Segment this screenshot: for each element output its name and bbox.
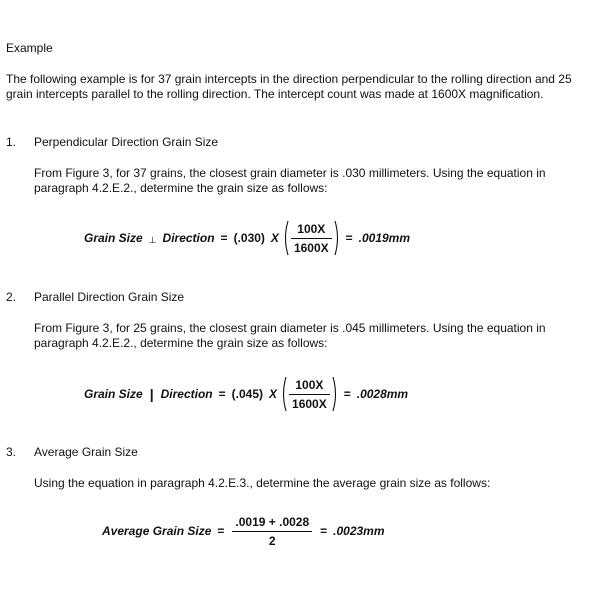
eq2-denominator: 1600X xyxy=(292,396,327,411)
eq1-parenthesized-fraction xyxy=(283,220,340,256)
eq2-parenthesized-fraction xyxy=(281,376,338,412)
parallel-symbol-icon: | xyxy=(149,386,154,402)
eq3-result: .0023mm xyxy=(333,524,385,538)
section-2-body: From Figure 3, for 25 grains, the closest grain diameter is .045 millimeters. Using the equation in paragraph 4.2.E.2., determine the grain size as follows: xyxy=(34,321,546,350)
section-2-number: 2. xyxy=(6,290,17,304)
eq1-times: X xyxy=(270,231,279,245)
eq1-fraction xyxy=(291,222,332,255)
eq2-numerator: 100X xyxy=(295,377,324,392)
right-paren-icon xyxy=(334,220,340,256)
eq3-equals: = xyxy=(217,524,225,538)
eq3-denominator: 2 xyxy=(268,533,276,548)
fraction-bar xyxy=(289,394,330,395)
eq3-equals-2: = xyxy=(320,524,328,538)
left-paren-icon xyxy=(281,376,287,412)
eq2-value: (.045) xyxy=(231,387,263,401)
section-2-title: Parallel Direction Grain Size xyxy=(34,290,185,304)
eq1-direction: Direction xyxy=(162,231,215,245)
section-3-body: Using the equation in paragraph 4.2.E.3., determine the average grain size as follows: xyxy=(34,476,491,490)
eq2-direction: Direction xyxy=(160,387,213,401)
section-3-number: 3. xyxy=(6,445,17,459)
section-1-body: From Figure 3, for 37 grains, the closest grain diameter is .030 millimeters. Using the equation in paragraph 4.2.E.2., determine the grain size as follows: xyxy=(34,166,546,195)
intro-paragraph: The following example is for 37 grain intercepts in the direction perpendicular to the rolling direction and 25 grain intercepts parallel to the rolling direction. The intercept count was made at 1600X magnification. xyxy=(6,72,572,101)
left-paren-icon xyxy=(283,220,289,256)
section-1-number: 1. xyxy=(6,135,17,149)
eq2-equals-2: = xyxy=(343,387,351,401)
eq1-numerator: 100X xyxy=(297,221,326,236)
perpendicular-symbol-icon: ⊥ xyxy=(148,234,157,245)
section-heading: Example xyxy=(6,41,53,55)
eq2-equals: = xyxy=(218,387,226,401)
eq2-grain-size: Grain Size xyxy=(84,387,143,401)
eq1-value: (.030) xyxy=(233,231,265,245)
fraction-bar xyxy=(232,531,312,532)
eq1-equals-2: = xyxy=(345,231,353,245)
eq2-times: X xyxy=(269,387,278,401)
section-1-title: Perpendicular Direction Grain Size xyxy=(34,135,219,149)
eq3-numerator: .0019 + .0028 xyxy=(235,514,310,529)
section-3-title: Average Grain Size xyxy=(34,445,138,459)
eq3-average-grain-size: Average Grain Size xyxy=(102,524,212,538)
eq1-grain-size: Grain Size xyxy=(84,231,143,245)
eq1-denominator: 1600X xyxy=(293,240,329,255)
fraction-bar xyxy=(291,238,332,239)
equation-average xyxy=(102,509,385,553)
eq3-fraction xyxy=(232,515,312,548)
equation-parallel xyxy=(84,372,408,416)
eq2-result: .0028mm xyxy=(356,387,409,401)
right-paren-icon xyxy=(332,376,338,412)
eq1-equals: = xyxy=(220,231,228,245)
equation-perpendicular xyxy=(84,216,410,260)
eq2-fraction xyxy=(289,378,330,411)
eq1-result: .0019mm xyxy=(358,231,411,245)
